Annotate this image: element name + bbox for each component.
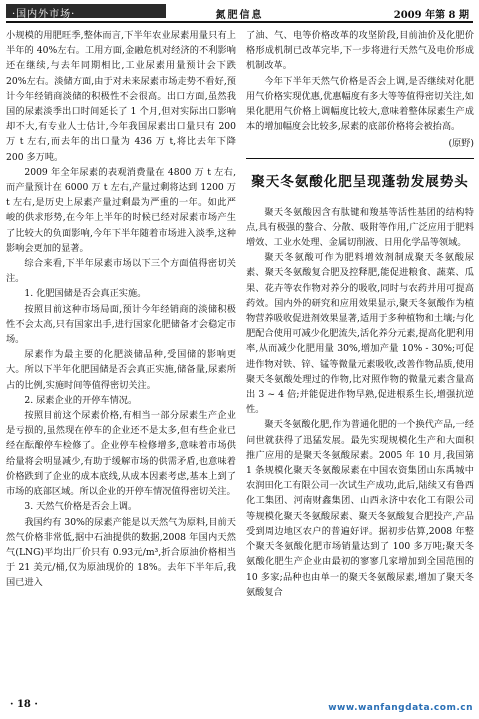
paragraph: 聚天冬氨酸可作为肥料增效剂制成聚天冬氨酸尿素、聚天冬氨酸复合肥及控释肥,能促进粮食、蔬菜、瓜果、花卉等农作物对养分的吸收,同时与农药并用可提高药效。国内外的研究和应用效果显示,聚天冬氨酸作为植物营养吸收促进剂效果显著,适用于多种植物和土壤;与化肥配合使用可减少化肥流失,活化养分元素,提高化肥利用率,从而减少化肥用量 30%,增加产量 10% - 30%;可促进作物对铁、锌、锰等微量元素吸收,改善作物品质,使用聚天冬氨酸处理过的作物,比对照作物的微量元素含量高出 3 ~ 4 倍;并能促进作物早熟,促进根系生长,增强抗逆性。 <box>246 252 474 416</box>
paragraph: 我国约有 30%的尿素产能是以天然气为原料,目前天然气价格非常低,据中石油提供的数据,2008 年国内天然气(LNG)平均出厂价只有 0.93元/m³,折合原油价格相当于 21 美元/桶,仅为原油现价的 18%。去年下半年后,我国已进入 <box>6 516 236 589</box>
source-note: (原野) <box>448 138 474 150</box>
article-title: 聚天冬氨酸化肥呈现蓬勃发展势头 <box>251 173 469 190</box>
subheading: 3. 天然气价格是否会上调。 <box>24 501 138 513</box>
paragraph: 今年下半年天然气价格是否会上调,是否继续对化肥用气价格实现优惠,优惠幅度有多大等等值得密切关注,如果化肥用气价格上调幅度比较大,意味着整体尿素生产成本的增加幅度会比较多,尿素的底部价格将会被抬高。 <box>246 75 474 133</box>
paragraph: 聚天冬氨酸因含有肽键和羧基等活性基团的结构特点,具有极强的螯合、分散、吸附等作用,广泛应用于肥料增效、工业水处理、金属切削液、日用化学品等领域。 <box>246 206 474 249</box>
subheading: 1. 化肥国储是否会真正实施。 <box>24 288 147 300</box>
paragraph: 综合来看,下半年尿素市场以下三个方面值得密切关注。 <box>6 258 236 285</box>
paragraph: 按照目前这个尿素价格,有相当一部分尿素生产企业是亏损的,虽然现在停车的企业还不是太多,但有些企业已经在酝酿停车检修了。企业停车检修增多,意味着市场供给量将会明显减少,有助于缓解市场的供需矛盾,也意味着价格跌到了企业的成本底线,从成本因素考虑,基本上到了市场的底部区域。所以企业的开停车情况值得密切关注。 <box>6 410 236 498</box>
paragraph: 小规模的用肥旺季,整体而言,下半年农业尿素用量只有上半年的 40%左右。工用方面,金融危机对经济的不利影响还在继续,与去年同期相比,工业尿素用量预计会下跌 20%左右。淡储方面,由于对未来尿素市场走势不看好,预计今年经销商淡储的积极性不会很高。出口方面,虽然我国的尿素淡季出口时间延长了 1 个月,但对实际出口影响却不大,有专业人士估计,今年我国尿素出口量只有 200 万 t 左右,而去年的出口量为 436 万 t,将比去年下降 200 多万吨。 <box>6 30 236 163</box>
issue-label: 2009 年第 8 期 <box>393 10 469 21</box>
left-column <box>6 28 236 591</box>
subheading: 2. 尿素企业的开停车情况。 <box>24 394 138 406</box>
page-header <box>0 0 479 24</box>
page-number: · 18 · <box>10 699 38 710</box>
section-label: ·国内外市场· <box>12 9 76 20</box>
section-divider <box>246 158 474 159</box>
paragraph: 了油、气、电等价格改革的攻坚阶段,目前油价及化肥价格形成机制已改革完毕,下一步将进行天然气及电价形成机制改革。 <box>246 30 474 72</box>
header-rule <box>6 21 473 23</box>
journal-title: 氮肥信息 <box>215 10 264 21</box>
paragraph: 按照目前这种市场局面,预计今年经销商的淡储积极性不会太高,只有国家出手,进行国家化肥储备才会稳定市场。 <box>6 303 236 346</box>
paragraph: 聚天冬氨酸化肥,作为普通化肥的一个换代产品,一经问世就获得了迅猛发展。最先实现规模化生产和大面积推广应用的是聚天冬氨酸尿素。2005 年 10 月,我国第 1 条规模化聚天冬氨酸尿素在中国农资集团山东禹城中农润田化工有限公司一次试生产成功,此后,陆续又有鲁西化工集团、河南财鑫集团、山西永济中农化工有限公司等规模化聚天冬氨酸尿素、聚天冬氨酸复合肥投产,产品受到周边地区农户的普遍好评。据初步估算,2008 年整个聚天冬氨酸化肥市场销量达到了 100 多万吨;聚天冬氨酸化肥生产企业由最初的寥寥几家增加到全国范围的 10 多家;品种也由单一的聚天冬氨酸尿素,增加了聚天冬氨酸复合 <box>246 419 474 598</box>
paragraph: 尿素作为最主要的化肥淡储品种,受国储的影响更大。所以下半年化肥国储是否会真正实施,储备量,尿素所占的比例,实施时间等值得密切关注。 <box>6 349 236 391</box>
site-watermark: www.wanfangdata.com.cn <box>328 703 473 713</box>
right-column <box>246 28 474 600</box>
paragraph: 2009 年全年尿素的表观消费量在 4800 万 t 左右,而产量预计在 6000 万 t 左右,产量过剩将达到 1200 万 t 左右,是历史上尿素产量过剩最为严重的一年。如此严峻的供求形势,在今年上半年的时候已经对尿素市场产生了比较大的负面影响,今年下半年随着市场进入淡季,这种影响会更加的显著。 <box>6 166 236 254</box>
